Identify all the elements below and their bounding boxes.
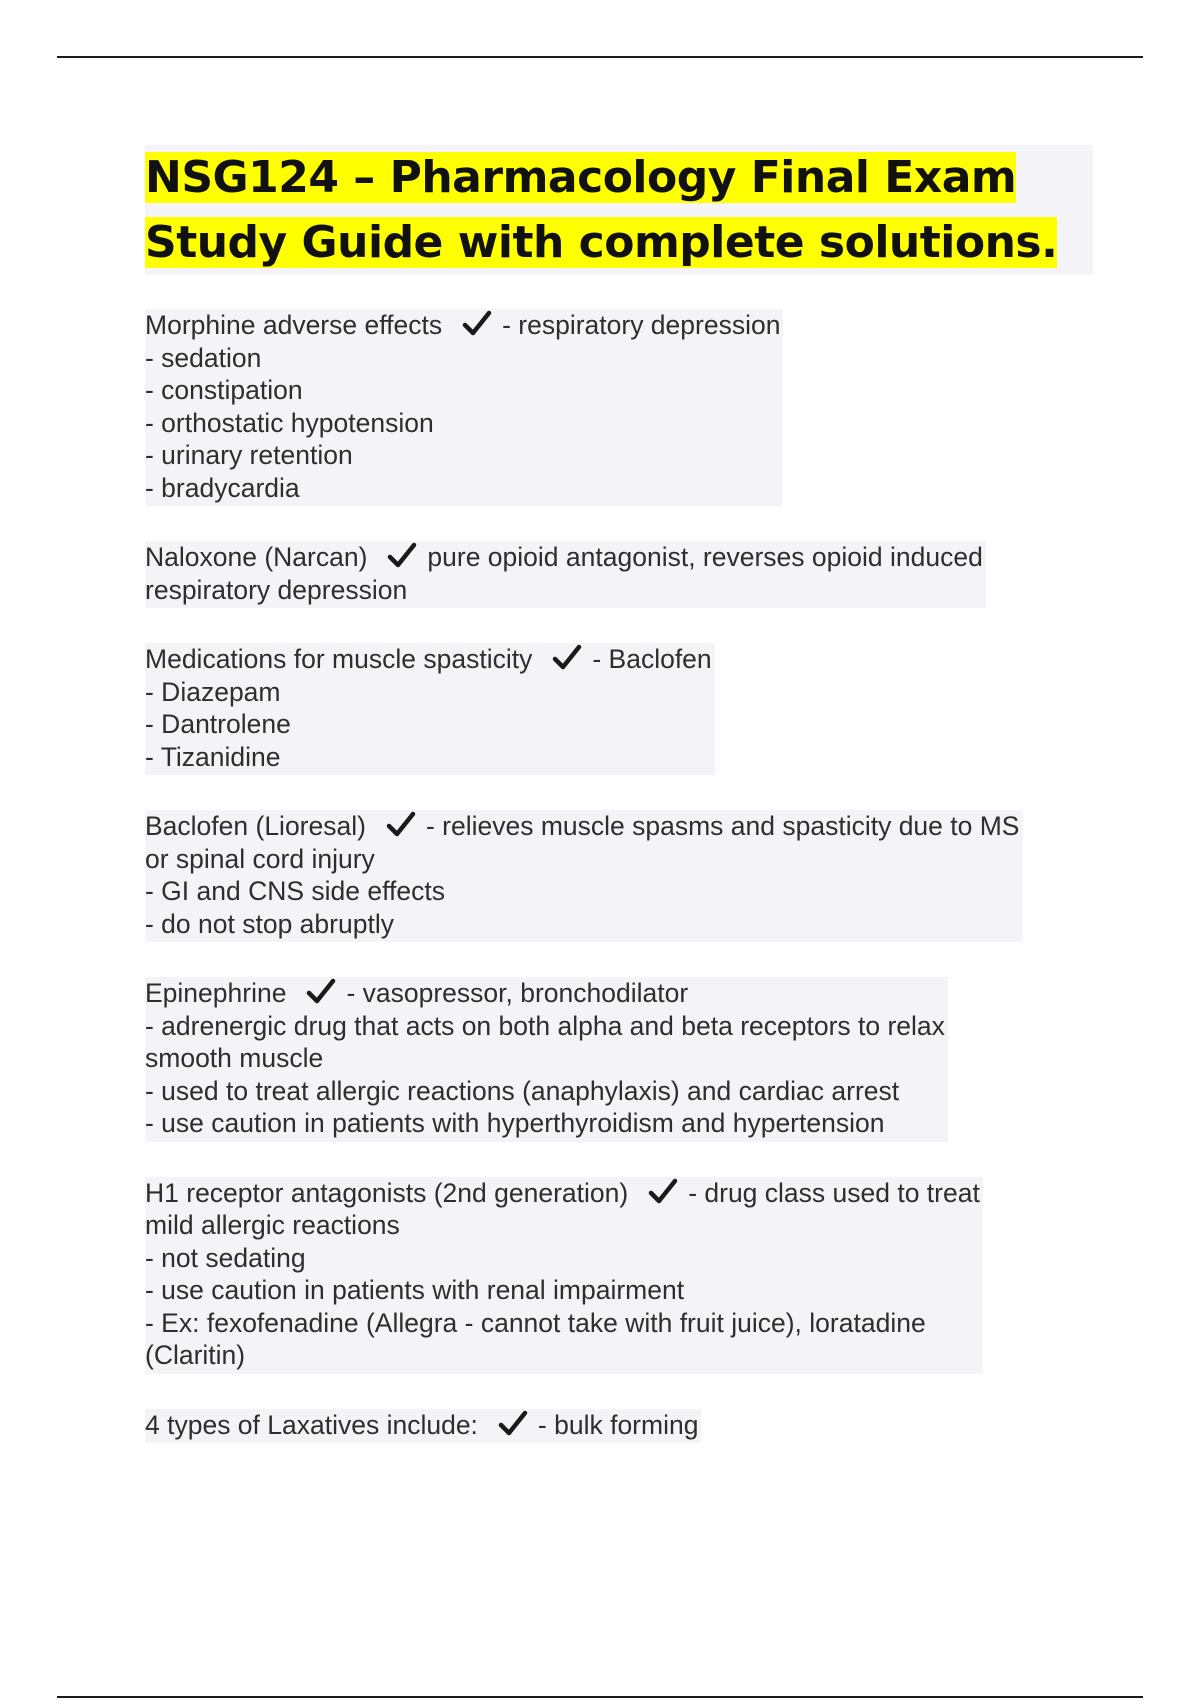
entry-first-line xyxy=(145,810,1020,843)
title-block xyxy=(145,145,1093,275)
flashcard-entry xyxy=(145,810,1023,942)
entry-row xyxy=(145,309,1105,541)
document-title xyxy=(145,145,1093,275)
checkmark-icon xyxy=(462,309,492,339)
entry-answer-line: smooth muscle xyxy=(145,1043,324,1073)
entry-answer-first: - respiratory depression xyxy=(502,310,781,340)
entry-answer-line: - Tizanidine xyxy=(145,741,281,772)
entry-answer-line: - do not stop abruptly xyxy=(145,908,394,939)
entry-answer-first: - Baclofen xyxy=(592,644,712,674)
entry-answer-line: - used to treat allergic reactions (anaphylaxis) and cardiac arrest xyxy=(145,1075,900,1106)
entry-answer-line: - adrenergic drug that acts on both alpha and beta receptors to relax xyxy=(145,1010,945,1041)
entry-answer-first: - drug class used to treat xyxy=(688,1177,980,1208)
entry-row xyxy=(145,810,1105,977)
entry-first-line xyxy=(145,977,945,1010)
entry-answer-line: - Dantrolene xyxy=(145,709,291,739)
entry-term: Morphine adverse effects xyxy=(145,310,443,340)
entry-term: Epinephrine xyxy=(145,978,287,1008)
entry-row xyxy=(145,1409,1105,1479)
checkmark-icon xyxy=(306,977,336,1007)
entry-first-line xyxy=(145,541,983,574)
entry-first-line xyxy=(145,309,780,342)
entry-answer-line: - bradycardia xyxy=(145,472,300,503)
entry-first-line xyxy=(145,643,712,676)
entry-answer-line: - not sedating xyxy=(145,1242,306,1273)
entry-term: Medications for muscle spasticity xyxy=(145,644,533,674)
flashcard-entry xyxy=(145,309,783,506)
entry-term: 4 types of Laxatives include: xyxy=(145,1409,478,1440)
flashcard-entry xyxy=(145,1177,983,1374)
entry-term: H1 receptor antagonists (2nd generation) xyxy=(145,1177,629,1208)
checkmark-icon xyxy=(648,1177,678,1207)
entry-answer-line: - use caution in patients with renal impairment xyxy=(145,1275,685,1305)
entry-answer-first: - vasopressor, bronchodilator xyxy=(346,978,689,1008)
checkmark-icon xyxy=(498,1409,528,1439)
entry-answer-line: - Diazepam xyxy=(145,676,281,707)
title-line-1: NSG124 – Pharmacology Final Exam xyxy=(145,152,1017,203)
entry-row xyxy=(145,1177,1105,1409)
entry-answer-line: - GI and CNS side effects xyxy=(145,876,445,906)
title-line-2: Study Guide with complete solutions. xyxy=(145,217,1058,268)
entry-first-line xyxy=(145,1409,698,1442)
entry-answer-line: - constipation xyxy=(145,375,303,405)
entry-term: Naloxone (Narcan) xyxy=(145,542,368,572)
entry-answer-line: - use caution in patients with hyperthyroidism and hypertension xyxy=(145,1108,885,1138)
flashcard-list xyxy=(145,309,1105,1478)
entry-first-line xyxy=(145,1177,980,1210)
bottom-rule xyxy=(57,1696,1143,1698)
checkmark-icon xyxy=(387,541,417,571)
checkmark-icon xyxy=(386,810,416,840)
checkmark-icon xyxy=(552,643,582,673)
entry-answer-line: respiratory depression xyxy=(145,574,408,605)
entry-row xyxy=(145,643,1105,810)
entry-row xyxy=(145,977,1105,1177)
entry-answer-line: mild allergic reactions xyxy=(145,1210,400,1240)
flashcard-entry xyxy=(145,541,986,608)
flashcard-entry xyxy=(145,643,715,775)
entry-answer-first: pure opioid antagonist, reverses opioid induced xyxy=(427,542,983,572)
entry-answer-line: or spinal cord injury xyxy=(145,843,375,874)
top-rule xyxy=(57,56,1143,58)
entry-answer-line: - Ex: fexofenadine (Allegra - cannot take with fruit juice), loratadine xyxy=(145,1307,926,1338)
flashcard-entry xyxy=(145,977,948,1142)
entry-row xyxy=(145,541,1105,643)
flashcard-entry xyxy=(145,1409,701,1444)
entry-answer-first: - relieves muscle spasms and spasticity due to MS xyxy=(425,811,1020,841)
entry-answer-line: (Claritin) xyxy=(145,1340,246,1370)
entry-answer-line: - sedation xyxy=(145,342,262,373)
entry-answer-line: - urinary retention xyxy=(145,440,353,470)
entry-answer-first: - bulk forming xyxy=(537,1409,699,1440)
entry-term: Baclofen (Lioresal) xyxy=(145,811,366,841)
entry-answer-line: - orthostatic hypotension xyxy=(145,407,434,438)
